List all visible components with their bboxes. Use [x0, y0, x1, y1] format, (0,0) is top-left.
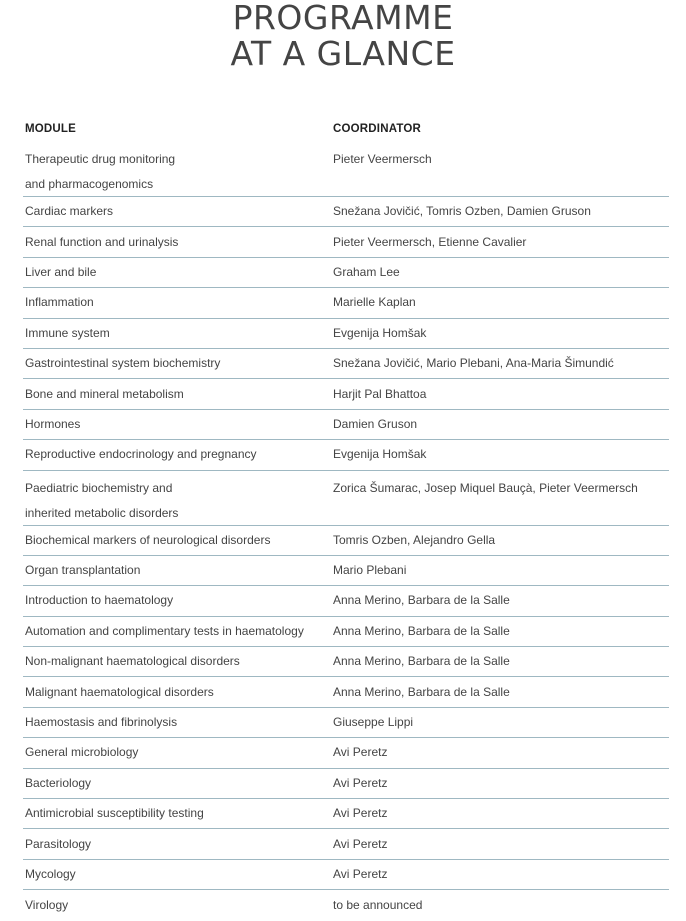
coordinator-column-header: COORDINATOR — [333, 123, 422, 135]
module-name: Malignant haematological disorders — [25, 684, 214, 699]
module-name: Immune system — [25, 325, 110, 340]
programme-table — [23, 116, 669, 921]
table-row — [23, 410, 669, 440]
module-cell — [23, 801, 333, 826]
coordinator-cell: Evgenija Homšak — [333, 447, 427, 462]
module-name: Liver and bile — [25, 264, 97, 279]
coordinator-cell: Avi Peretz — [333, 775, 388, 790]
module-cell — [23, 382, 333, 407]
coordinator-cell: Mario Plebani — [333, 563, 407, 578]
page-title — [0, 0, 686, 72]
table-header — [23, 116, 669, 142]
table-row — [23, 829, 669, 859]
module-name: Haemostasis and fibrinolysis — [25, 715, 178, 730]
module-cell — [23, 147, 333, 197]
coordinator-cell: Harjit Pal Bhattoa — [333, 386, 427, 401]
coordinator-cell: Graham Lee — [333, 264, 400, 279]
page-title-line-1: PROGRAMME — [232, 0, 454, 37]
module-cell — [23, 476, 333, 526]
coordinator-cell: Damien Gruson — [333, 416, 418, 431]
coordinator-cell: Avi Peretz — [333, 867, 388, 881]
table-row — [23, 738, 669, 768]
module-name: Inflammation — [25, 295, 94, 310]
module-column-header: MODULE — [25, 123, 77, 135]
module-name: Parasitology — [25, 836, 92, 851]
table-row — [23, 227, 669, 257]
module-name: Introduction to haematology — [25, 593, 174, 608]
coordinator-cell: Anna Merino, Barbara de la Salle — [333, 623, 510, 638]
module-cell — [23, 442, 333, 467]
module-cell — [23, 321, 333, 346]
table-row — [23, 769, 669, 799]
coordinator-cell: Avi Peretz — [333, 745, 388, 760]
coordinator-cell: Pieter Veermersch, Etienne Cavalier — [333, 234, 527, 249]
coordinator-cell: Anna Merino, Barbara de la Salle — [333, 684, 510, 699]
module-name: Gastrointestinal system biochemistry — [25, 356, 221, 371]
module-name: Paediatric biochemistry and — [25, 480, 173, 495]
module-name: Cardiac markers — [25, 204, 114, 219]
module-cell — [23, 558, 333, 583]
module-name: Reproductive endocrinology and pregnancy — [25, 447, 257, 462]
coordinator-cell: to be announced — [333, 897, 423, 912]
table-row — [23, 258, 669, 288]
module-cell — [23, 230, 333, 255]
table-row — [23, 890, 669, 920]
coordinator-cell: Pieter Veermersch — [333, 152, 432, 166]
module-name-continued: inherited metabolic disorders — [25, 505, 179, 520]
coordinator-cell: Snežana Jovičić, Tomris Ozben, Damien Gruson — [333, 204, 591, 219]
module-cell — [23, 649, 333, 674]
module-name-continued: and pharmacogenomics — [25, 177, 154, 191]
table-row — [23, 288, 669, 318]
module-name: Mycology — [25, 867, 76, 881]
module-cell — [23, 351, 333, 376]
table-body — [23, 142, 669, 921]
module-cell — [23, 771, 333, 796]
module-cell — [23, 740, 333, 765]
coordinator-cell: Anna Merino, Barbara de la Salle — [333, 593, 510, 608]
module-name: Organ transplantation — [25, 563, 141, 578]
coordinator-cell: Tomris Ozben, Alejandro Gella — [333, 532, 496, 547]
coordinator-cell: Avi Peretz — [333, 836, 388, 851]
coordinator-cell: Avi Peretz — [333, 806, 388, 821]
coordinator-cell: Giuseppe Lippi — [333, 715, 414, 730]
module-name: Hormones — [25, 416, 81, 431]
table-row — [23, 440, 669, 470]
coordinator-cell: Snežana Jovičić, Mario Plebani, Ana-Maria Šimundić — [333, 356, 614, 371]
module-cell — [23, 290, 333, 315]
module-name: Bone and mineral metabolism — [25, 386, 184, 401]
table-row — [23, 142, 669, 197]
table-row — [23, 647, 669, 677]
table-row — [23, 677, 669, 707]
coordinator-cell: Evgenija Homšak — [333, 325, 427, 340]
module-cell — [23, 862, 333, 887]
table-row — [23, 799, 669, 829]
table-row — [23, 471, 669, 526]
table-row — [23, 319, 669, 349]
module-name: Bacteriology — [25, 775, 92, 790]
module-cell — [23, 260, 333, 285]
table-row — [23, 379, 669, 409]
table-row — [23, 708, 669, 738]
page-title-line-2: AT A GLANCE — [230, 34, 456, 73]
module-cell — [23, 710, 333, 735]
coordinator-cell: Marielle Kaplan — [333, 295, 416, 310]
module-name: Automation and complimentary tests in haematology — [25, 623, 304, 638]
module-name: Non-malignant haematological disorders — [25, 654, 240, 669]
table-row — [23, 860, 669, 890]
module-name: Antimicrobial susceptibility testing — [25, 806, 204, 821]
module-cell — [23, 893, 333, 918]
table-row — [23, 349, 669, 379]
coordinator-cell: Zorica Šumarac, Josep Miquel Bauçà, Pieter Veermersch — [333, 480, 638, 495]
module-name: Biochemical markers of neurological disorders — [25, 532, 271, 547]
table-row — [23, 556, 669, 586]
table-row — [23, 617, 669, 647]
table-row — [23, 197, 669, 227]
module-cell — [23, 199, 333, 224]
module-cell — [23, 412, 333, 437]
module-name: General microbiology — [25, 745, 139, 760]
coordinator-cell: Anna Merino, Barbara de la Salle — [333, 654, 510, 669]
table-row — [23, 586, 669, 616]
module-cell — [23, 619, 333, 644]
module-cell — [23, 680, 333, 705]
module-name: Therapeutic drug monitoring — [25, 152, 176, 166]
module-name: Renal function and urinalysis — [25, 234, 179, 249]
module-cell — [23, 588, 333, 613]
module-cell — [23, 528, 333, 553]
module-cell — [23, 832, 333, 857]
table-row — [23, 526, 669, 556]
module-name: Virology — [25, 897, 69, 912]
